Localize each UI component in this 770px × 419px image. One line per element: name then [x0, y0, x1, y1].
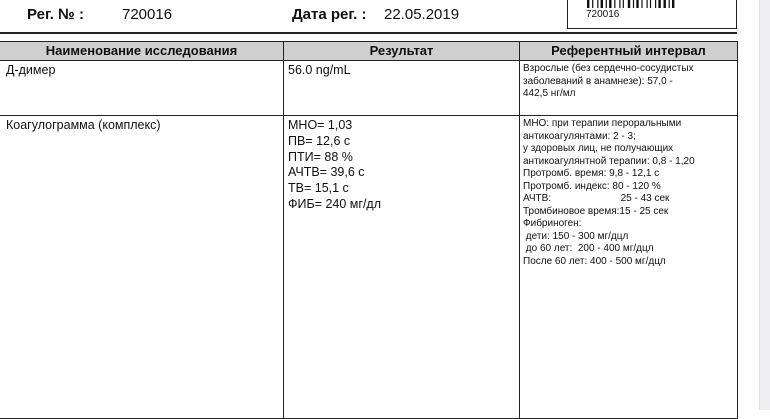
- reference-cell: [520, 61, 738, 116]
- test-name-cell: Коагулограмма (комплекс): [0, 116, 284, 419]
- table-header-row: [0, 42, 738, 61]
- result-line: ПТИ= 88 %: [288, 149, 353, 164]
- reference-line: После 60 лет: 400 - 500 мг/дцл: [523, 255, 666, 267]
- reference-cell: [520, 116, 738, 419]
- results-table: [0, 41, 738, 419]
- reference-line: заболеваний в анамнезе): 57,0 -: [523, 75, 673, 87]
- column-header-reference: Референтный интервал: [520, 42, 738, 61]
- result-line: ТВ= 15,1 с: [288, 181, 349, 196]
- reference-line: Тромбиновое время:15 - 25 сек: [523, 205, 669, 217]
- reg-number-label: Рег. № :: [27, 6, 84, 23]
- column-header-test-name: Наименование исследования: [0, 42, 284, 61]
- reference-line: 442,5 нг/мл: [523, 88, 576, 99]
- reference-line: до 60 лет: 200 - 400 мг/дцл: [523, 243, 654, 254]
- result-line: 56.0 ng/mL: [288, 63, 351, 77]
- reference-line: дети: 150 - 300 мг/дцл: [523, 230, 629, 242]
- result-line: МНО= 1,03: [288, 118, 353, 132]
- reg-date-value: 22.05.2019: [384, 6, 460, 23]
- reference-line: Фибриноген:: [523, 218, 582, 229]
- header-divider: [0, 32, 737, 34]
- reg-date-label: Дата рег. :: [292, 6, 367, 23]
- reference-line: Протромб. время: 9,8 - 12,1 с: [523, 168, 660, 179]
- reference-line: МНО: при терапии пероральными: [523, 118, 682, 129]
- reference-line: у здоровых лиц, не получающих: [523, 143, 674, 154]
- barcode-number: 720016: [586, 9, 620, 20]
- reference-line: антикоагулянтной терапии: 0,8 - 1,20: [523, 155, 695, 167]
- reference-line: Взрослые (без сердечно-сосудистых: [523, 63, 694, 74]
- reg-number-value: 720016: [122, 6, 173, 23]
- scrollbar-track[interactable]: [759, 0, 770, 410]
- result-line: ПВ= 12,6 с: [288, 133, 351, 148]
- result-line: ФИБ= 240 мг/дл: [288, 196, 382, 211]
- reference-line: антикоагулянтами: 2 - 3;: [523, 130, 636, 142]
- table-row: [0, 61, 738, 116]
- reference-line: Протромб. индекс: 80 - 120 %: [523, 180, 661, 192]
- test-name-cell: Д-димер: [0, 61, 284, 116]
- barcode-box: [567, 0, 737, 29]
- result-line: АЧТВ= 39,6 с: [288, 165, 365, 180]
- result-cell: [284, 116, 520, 419]
- table-row: [0, 116, 738, 419]
- reference-line: АЧТВ: 25 - 43 сек: [523, 193, 670, 204]
- column-header-result: Результат: [284, 42, 520, 61]
- barcode-icon: [587, 0, 687, 8]
- result-cell: [284, 61, 520, 116]
